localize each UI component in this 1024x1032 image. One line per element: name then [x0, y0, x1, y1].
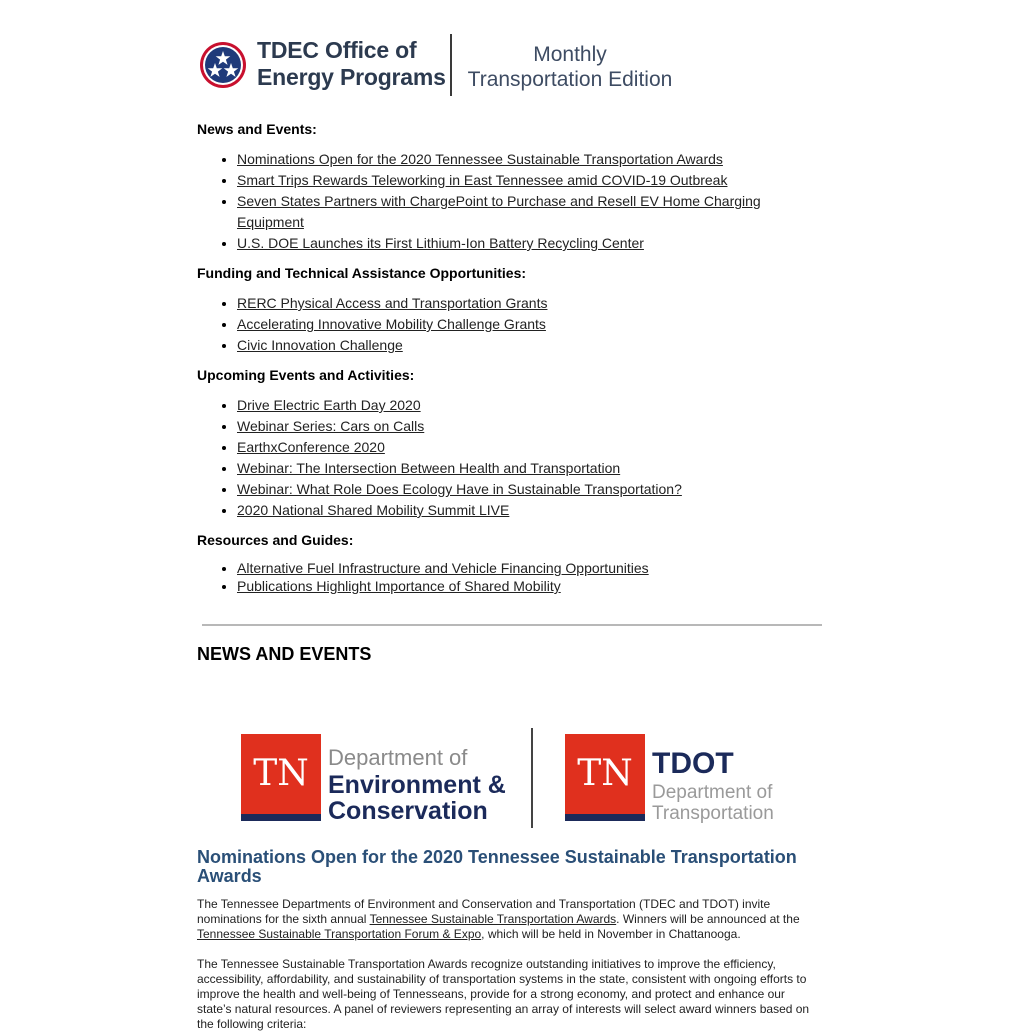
toc-link[interactable]: EarthxConference 2020 [237, 439, 385, 455]
toc-link[interactable]: Civic Innovation Challenge [237, 337, 403, 353]
toc-heading-events: Upcoming Events and Activities: [197, 367, 415, 383]
tdot-dept-line2: Transportation [652, 803, 774, 824]
list-item [237, 479, 827, 500]
toc-link[interactable]: RERC Physical Access and Transportation Grants [237, 295, 548, 311]
list-item [237, 500, 827, 521]
tdec-dept-line2: Environment & [328, 771, 506, 799]
toc-heading-resources: Resources and Guides: [197, 532, 354, 548]
toc-link[interactable]: Webinar Series: Cars on Calls [237, 418, 425, 434]
list-item [237, 437, 827, 458]
agency-logos [197, 726, 827, 830]
tennessee-seal-icon [199, 41, 247, 89]
list-item [237, 149, 827, 170]
forum-expo-link[interactable]: Tennessee Sustainable Transportation Forum & Expo [197, 927, 482, 941]
list-item [237, 293, 827, 314]
list-item [237, 416, 827, 437]
edition-line1: Monthly [533, 43, 607, 66]
paragraph-text: The Tennessee Departments of Environment and Conservation and Transportation (TDEC and TDOT) invite nominations for the sixth annual [197, 897, 771, 926]
list-item [237, 233, 827, 254]
toc-link[interactable]: Smart Trips Rewards Teleworking in East Tennessee amid COVID-19 Outbreak [237, 172, 728, 188]
org-name [257, 37, 446, 91]
logo-divider [531, 728, 533, 828]
toc-heading-news: News and Events: [197, 121, 317, 137]
toc-link[interactable]: Webinar: What Role Does Ecology Have in Sustainable Transportation? [237, 481, 682, 497]
awards-link[interactable]: Tennessee Sustainable Transportation Awards [369, 912, 617, 926]
list-item [237, 170, 827, 191]
org-name-line2: Energy Programs [257, 64, 446, 90]
toc-link[interactable]: Publications Highlight Importance of Shared Mobility [237, 578, 561, 594]
section-title: NEWS AND EVENTS [197, 644, 372, 664]
section-divider [202, 624, 822, 626]
tdec-tn-logo: TN [241, 734, 321, 821]
toc-list-events [197, 395, 827, 521]
tdot-tn-logo: TN [565, 734, 645, 821]
paragraph-text: , which will be held in November in Chattanooga. [481, 927, 741, 941]
toc-link[interactable]: Seven States Partners with ChargePoint to Purchase and Resell EV Home Charging Equipment [237, 193, 761, 230]
tdec-dept-line3: Conservation [328, 797, 488, 825]
list-item [237, 191, 827, 233]
toc-link[interactable]: Drive Electric Earth Day 2020 [237, 397, 421, 413]
article-paragraph-2: The Tennessee Sustainable Transportation Awards recognize outstanding initiatives to improve the efficiency, accessibility, affordability, and sustainability of transportation systems in the state, consistent with ongoing efforts to improve the health and well-being of Tennesseans, provide for a strong economy, and protect and enhance our state’s natural resources. A panel of reviewers representing an array of interests will select award winners based on the following criteria: [197, 957, 810, 1031]
edition-label [465, 42, 675, 92]
toc-list-resources [197, 559, 827, 595]
toc-link[interactable]: U.S. DOE Launches its First Lithium-Ion Battery Recycling Center [237, 235, 644, 251]
tdec-dept-line1: Department of [328, 745, 468, 770]
list-item [237, 577, 827, 595]
list-item [237, 314, 827, 335]
edition-line2: Transportation Edition [467, 68, 673, 91]
article-paragraph-1 [197, 897, 822, 942]
tdot-name: TDOT [652, 747, 734, 780]
org-name-line1: TDEC Office of [257, 37, 417, 63]
tdec-dept-name [328, 772, 506, 824]
paragraph-text: . Winners will be announced at the [616, 912, 800, 926]
header-divider [450, 34, 452, 96]
list-item [237, 458, 827, 479]
toc-link[interactable]: Accelerating Innovative Mobility Challenge Grants [237, 316, 546, 332]
toc-heading-funding: Funding and Technical Assistance Opportunities: [197, 265, 527, 281]
tdot-dept-name [652, 782, 774, 824]
list-item [237, 335, 827, 356]
toc-link[interactable]: 2020 National Shared Mobility Summit LIVE [237, 502, 510, 518]
toc-list-funding [197, 293, 827, 356]
toc-link[interactable]: Nominations Open for the 2020 Tennessee Sustainable Transportation Awards [237, 151, 723, 167]
list-item [237, 559, 827, 577]
list-item [237, 395, 827, 416]
toc-link[interactable]: Webinar: The Intersection Between Health and Transportation [237, 460, 621, 476]
article-title: Nominations Open for the 2020 Tennessee Sustainable Transportation Awards [197, 847, 797, 886]
tdot-dept-line1: Department of [652, 782, 773, 803]
newsletter-header [197, 32, 827, 98]
toc-list-news [197, 149, 827, 254]
toc-link[interactable]: Alternative Fuel Infrastructure and Vehicle Financing Opportunities [237, 560, 649, 576]
